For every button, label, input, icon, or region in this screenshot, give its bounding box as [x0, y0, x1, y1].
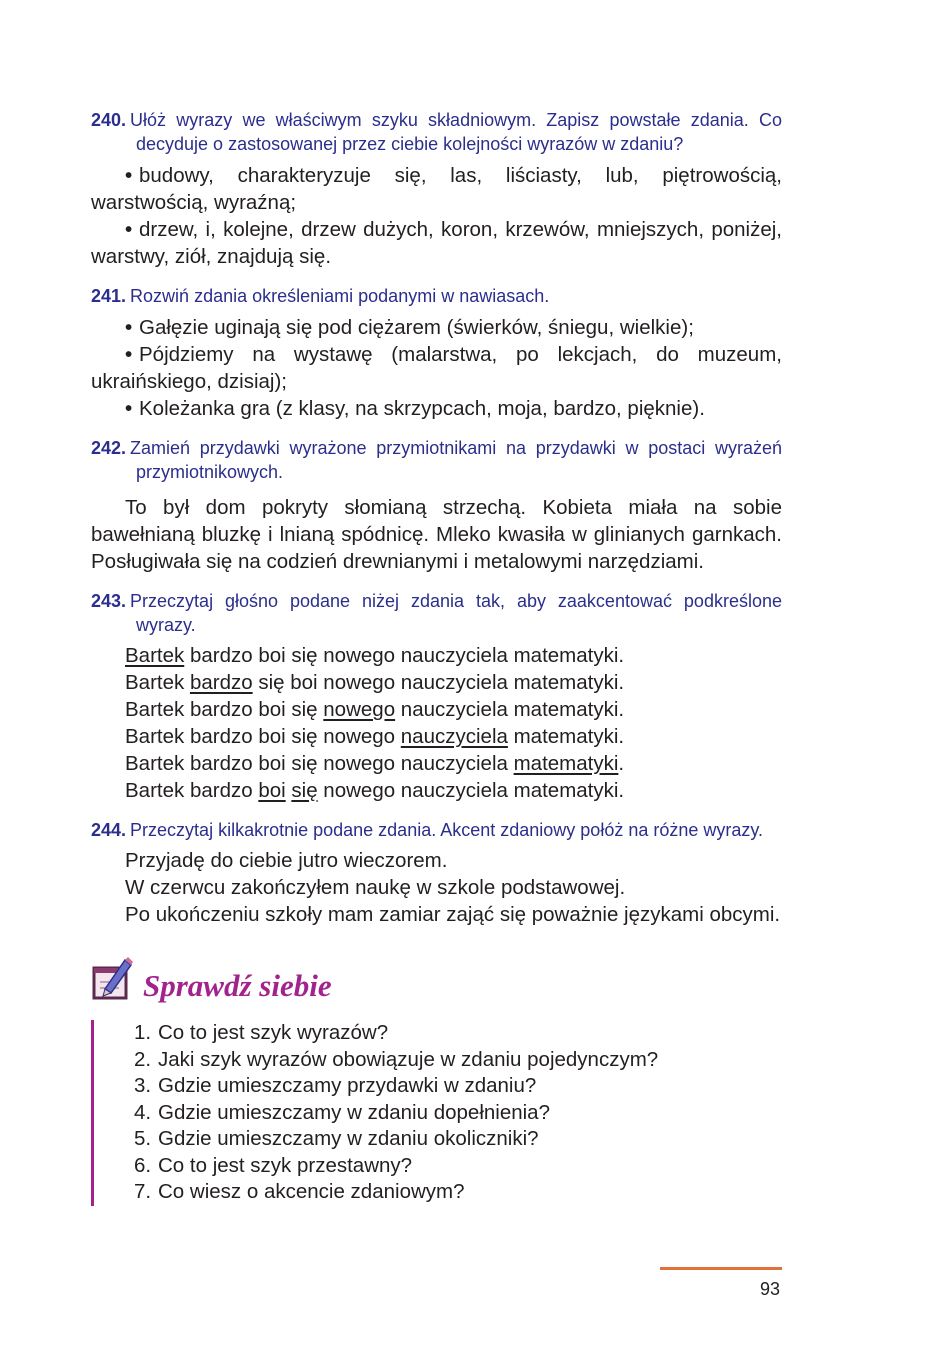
exercise-number: 244.	[91, 820, 127, 840]
underlined-word: Bartek	[125, 644, 185, 667]
sentence-line: Bartek bardzo boi się nowego nauczyciela matematyki.	[125, 725, 625, 748]
bullet-item: • budowy, charakteryzuje się, las, liściasty, lub, piętrowością, warstwością, wyraźną;	[91, 164, 782, 214]
instruction-text: Zamień przydawki wyrażone przymiotnikami na przydawki w postaci wyrażeń przymiotnikowych.	[130, 438, 782, 482]
question-item: 4. Gdzie umieszczamy w zdaniu dopełnienia?	[134, 1100, 550, 1124]
question-item: 2. Jaki szyk wyrazów obowiązuje w zdaniu pojedynczym?	[134, 1047, 659, 1071]
bullet-icon: •	[125, 316, 133, 339]
underlined-word: bardzo	[189, 671, 253, 694]
exercise-body	[91, 314, 782, 422]
page-content	[91, 108, 782, 1206]
question-item: 1. Co to jest szyk wyrazów?	[134, 1021, 389, 1044]
sentence-line: Bartek bardzo boi się nowego nauczyciela matematyki.	[125, 698, 625, 721]
exercise-243	[91, 589, 782, 804]
exercise-instruction	[91, 436, 782, 484]
exercise-number: 240.	[91, 110, 127, 130]
underlined-word: matematyki	[513, 752, 619, 775]
exercise-instruction	[91, 818, 782, 842]
exercise-body	[91, 494, 782, 575]
instruction-text: Przeczytaj kilkakrotnie podane zdania. Akcent zdaniowy połóż na różne wyrazy.	[130, 820, 764, 840]
self-check-questions	[91, 1020, 782, 1206]
self-check-title: Sprawdź siebie	[143, 968, 332, 1003]
bullet-item: • Pójdziemy na wystawę (malarstwa, po lekcjach, do muzeum, ukraińskiego, dzisiaj);	[91, 343, 782, 393]
sentence-line: Bartek bardzo boi się nowego nauczyciela matematyki.	[125, 644, 625, 667]
sentence-line: Po ukończeniu szkoły mam zamiar zająć się poważnie językami obcymi.	[125, 903, 781, 926]
pencil-notebook-icon	[91, 956, 133, 1002]
bullet-icon: •	[125, 397, 133, 420]
page-number: 93	[760, 1279, 781, 1299]
footer-divider	[660, 1267, 782, 1270]
exercise-instruction	[91, 589, 782, 637]
bullet-item: • drzew, i, kolejne, drzew dużych, koron, krzewów, mniejszych, poniżej, warstwy, ziół, znajdują się.	[91, 218, 782, 268]
sentence-line: Bartek bardzo boi się nowego nauczyciela matematyki.	[125, 752, 625, 775]
sentence-line: Bartek bardzo boi się nowego nauczyciela matematyki.	[125, 779, 625, 802]
sentence-line: Bartek bardzo się boi nowego nauczyciela matematyki.	[125, 671, 625, 694]
instruction-text: Ułóż wyrazy we właściwym szyku składniowym. Zapisz powstałe zdania. Co decyduje o zastosowanej przez ciebie kolejności wyrazów w zdaniu?	[130, 110, 782, 154]
bullet-item: • Gałęzie uginają się pod ciężarem (świerków, śniegu, wielkie);	[125, 316, 694, 339]
sentence-line: Przyjadę do ciebie jutro wieczorem.	[125, 849, 448, 872]
underlined-word: boi	[258, 779, 286, 802]
underlined-word: nauczyciela	[400, 725, 508, 748]
question-item: 3. Gdzie umieszczamy przydawki w zdaniu?	[134, 1074, 537, 1097]
bullet-icon: •	[125, 218, 133, 241]
exercise-240	[91, 108, 782, 270]
sentence-list	[91, 847, 782, 928]
bullet-icon: •	[125, 343, 133, 366]
exercise-242	[91, 436, 782, 575]
instruction-text: Rozwiń zdania określeniami podanymi w nawiasach.	[130, 286, 550, 306]
self-check-header	[91, 954, 782, 1002]
bullet-icon: •	[125, 164, 133, 187]
exercise-instruction	[91, 284, 782, 308]
exercise-instruction	[91, 108, 782, 156]
exercise-241	[91, 284, 782, 422]
underlined-word: się	[291, 779, 318, 802]
underlined-word: nowego	[323, 698, 396, 721]
exercise-number: 241.	[91, 286, 127, 306]
bullet-item: • Koleżanka gra (z klasy, na skrzypcach, moja, bardzo, pięknie).	[125, 397, 705, 420]
question-item: 7. Co wiesz o akcencie zdaniowym?	[134, 1180, 465, 1203]
exercise-number: 243.	[91, 591, 127, 611]
exercise-244	[91, 818, 782, 928]
question-item: 5. Gdzie umieszczamy w zdaniu okoliczniki?	[134, 1127, 539, 1150]
sentence-list	[91, 642, 782, 804]
instruction-text: Przeczytaj głośno podane niżej zdania tak, aby zaakcentować podkreślone wyrazy.	[130, 591, 782, 635]
question-item: 6. Co to jest szyk przestawny?	[134, 1153, 413, 1177]
exercise-number: 242.	[91, 438, 127, 458]
exercise-paragraph: To był dom pokryty słomianą strzechą. Kobieta miała na sobie bawełnianą bluzkę i lnianą spódnicę. Mleko kwasiła w glinianych garnkach. Posługiwała się na codzień drewnianymi i metalowymi narzędziami.	[91, 496, 782, 573]
exercise-body	[91, 162, 782, 270]
sentence-line: W czerwcu zakończyłem naukę w szkole podstawowej.	[125, 876, 626, 899]
